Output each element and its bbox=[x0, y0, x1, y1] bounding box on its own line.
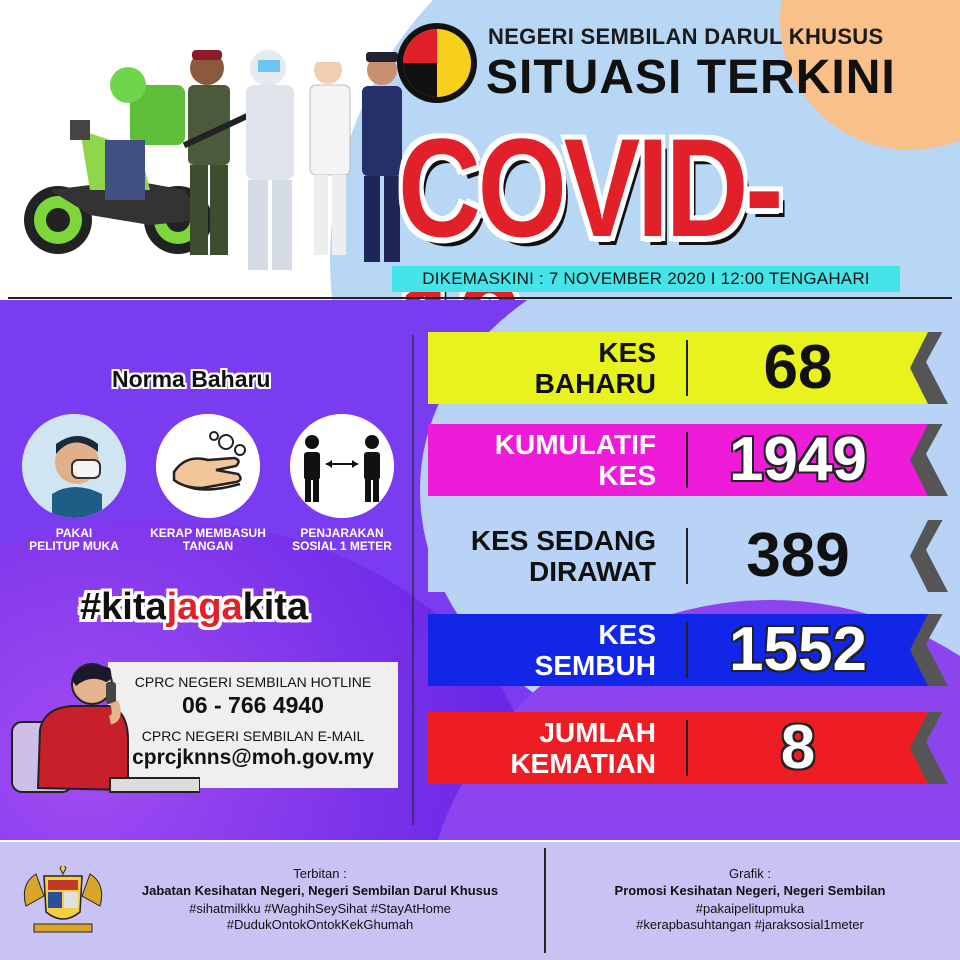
update-timestamp: DIKEMASKINI : 7 NOVEMBER 2020 I 12:00 TENGAHARI bbox=[392, 266, 900, 292]
footer-left-tags-2: #DudukOntokOntokKekGhumah bbox=[226, 917, 414, 932]
stat-row-kes-sedang-dirawat bbox=[428, 520, 948, 592]
stat-row-kumulatif-kes bbox=[428, 424, 948, 496]
footer-left-tags-1: #sihatmilkku #WaghihSeySihat #StayAtHome bbox=[189, 901, 451, 916]
footer-right-title: Grafik : bbox=[729, 866, 771, 881]
stat-value: 68 bbox=[763, 333, 833, 402]
stat-row-jumlah-kematian bbox=[428, 712, 948, 784]
stat-label: KES BAHARU bbox=[534, 337, 656, 399]
header-divider bbox=[8, 297, 952, 299]
stat-separator bbox=[686, 528, 688, 584]
hand-wash-icon bbox=[156, 414, 260, 518]
state-logo-icon bbox=[396, 22, 478, 104]
hotline-number[interactable]: 06 - 766 4940 bbox=[182, 692, 324, 718]
footer-left-title: Terbitan : bbox=[293, 866, 347, 881]
page-title: SITUASI TERKINI bbox=[486, 51, 896, 104]
stat-row-kes-baharu bbox=[428, 332, 948, 404]
hotline-label: CPRC NEGERI SEMBILAN HOTLINE bbox=[134, 674, 372, 690]
crest-emblem-icon bbox=[20, 866, 106, 938]
face-mask-icon bbox=[22, 414, 126, 518]
stat-row-kes-sembuh bbox=[428, 614, 948, 686]
stat-separator bbox=[686, 720, 688, 776]
stat-label: KUMULATIF KES bbox=[494, 429, 656, 491]
footer-right-tags-2: #kerapbasuhtangan #jaraksosial1meter bbox=[636, 917, 864, 932]
tip-label-mask: PAKAI PELITUP MUKA bbox=[29, 526, 119, 553]
social-distance-icon bbox=[290, 414, 394, 518]
region-title: NEGERI SEMBILAN DARUL KHUSUS bbox=[488, 24, 884, 49]
stat-separator bbox=[686, 340, 688, 396]
stat-label: JUMLAH KEMATIAN bbox=[510, 717, 656, 779]
footer-right-tags-1: #pakaipelitupmuka bbox=[695, 901, 805, 916]
stat-value: 8 bbox=[780, 713, 816, 782]
footer-divider bbox=[544, 848, 546, 953]
footer-right-org: Promosi Kesihatan Negeri, Negeri Sembilan bbox=[614, 883, 886, 898]
tip-label-distance: PENJARAKAN SOSIAL 1 METER bbox=[292, 526, 392, 553]
stat-value: 1552 bbox=[729, 615, 867, 684]
email-label: CPRC NEGERI SEMBILAN E-MAIL bbox=[141, 728, 365, 744]
footer-left-org: Jabatan Kesihatan Negeri, Negeri Sembilan Darul Khusus bbox=[141, 883, 499, 898]
phone-caller-illustration bbox=[10, 660, 200, 810]
hashtag-kitajagakita: #kitajagakita bbox=[80, 586, 309, 628]
tip-label-handwash: KERAP MEMBASUH TANGAN bbox=[150, 526, 266, 553]
covid-title: COVID- bbox=[398, 109, 781, 266]
stat-separator bbox=[686, 432, 688, 488]
stat-separator bbox=[686, 622, 688, 678]
norma-baharu-title: Norma Baharu bbox=[112, 366, 271, 392]
email-address[interactable]: cprcjknns@moh.gov.my bbox=[132, 746, 374, 769]
stat-value: 1949 bbox=[729, 425, 867, 494]
frontliners-illustration bbox=[10, 30, 410, 280]
stat-value: 389 bbox=[746, 521, 850, 590]
stat-label: KES SEDANG DIRAWAT bbox=[470, 525, 656, 587]
section-divider bbox=[412, 335, 414, 825]
stat-label: KES SEMBUH bbox=[534, 619, 656, 681]
